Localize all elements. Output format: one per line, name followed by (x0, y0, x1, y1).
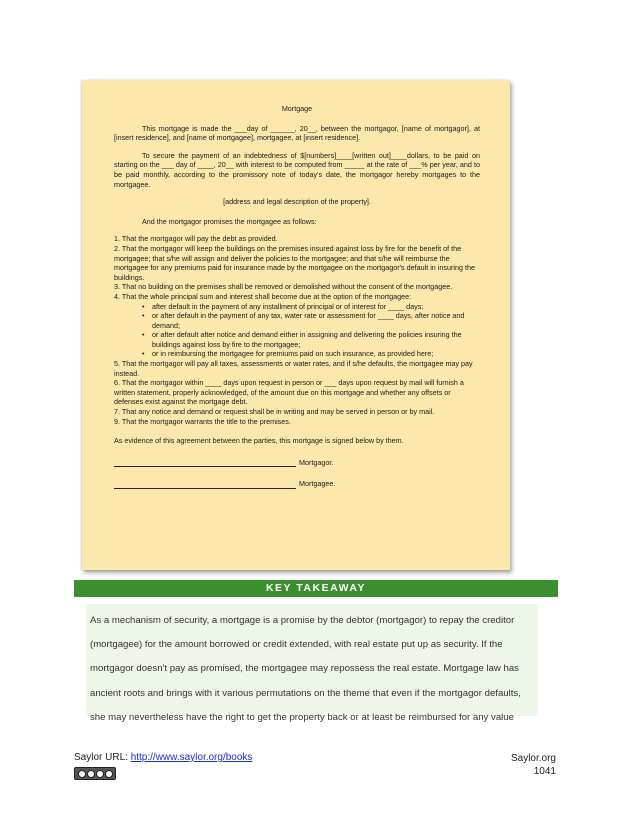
footer-url-label: Saylor URL: (74, 752, 131, 763)
footer-page-info (511, 752, 556, 778)
clause-item (114, 292, 480, 359)
clause-item: 3. That no building on the premises shall be removed or demolished without the consent of the mortgagee. (114, 282, 453, 292)
signature-rule (114, 488, 296, 489)
bullet-item: • or after default in the payment of any tax, water rate or assessment for ____ days, after notice and demand; (142, 311, 480, 330)
signature-rule (114, 466, 296, 467)
clause-item: 1. That the mortgagor will pay the debt as provided. (114, 234, 278, 244)
signature-line-mortgagor (114, 458, 480, 468)
key-takeaway-heading: KEY TAKEAWAY (74, 580, 558, 597)
signature-line-mortgagee (114, 479, 480, 489)
clause-item: 5. That the mortgagor will pay all taxes, assessments or water rates, and if s/he defaults, the mortgagee may pay instead. (114, 359, 473, 378)
default-bullet-list (142, 302, 480, 360)
clause-list (114, 234, 480, 426)
footer-site: Saylor.org (510, 753, 556, 764)
key-takeaway-box (86, 604, 538, 723)
form-promise: And the mortgagor promises the mortgagee as follows: (142, 216, 317, 226)
cc-nc-icon (96, 770, 104, 778)
form-evidence: As evidence of this agreement between the parties, this mortgage is signed below by them. (114, 436, 404, 446)
key-takeaway-text: As a mechanism of security, a mortgage is a promise by the debtor (mortgagor) to repay the creditor (mortgagee) for the amount borrowed or credit extended, with real estate put up as security. If the mortgagor doesn't pay as promised, the mortgagee may repossess the real estate. Mortgage law has ancient roots and brings with it various permutations on the theme that even if the mortgagor defaults, she may nevertheless have the right to get the property back or at least be reimbursed for any value (90, 615, 521, 723)
cc-by-icon (87, 770, 95, 778)
bullet-item: • after default in the payment of any installment of principal or of interest for ____ days; (142, 302, 480, 312)
signature-label: Mortgagor. (299, 457, 334, 467)
clause-item: 6. That the mortgagor within ____ days upon request in person or ___ days upon request by mail will furnish a written statement, properly acknowledged, of the amount due on this mortgage and whether any offsets or defenses exist against the mortgage debt. (114, 378, 464, 407)
form-paragraph-indebtedness: To secure the payment of an indebtedness of $[numbers]____[written out]____dollars, to be paid on starting on the ___ day of ____, 20__ with interest to be computed from _____ at the rate of ___% per year, and to be paid monthly, according to the promissory note of today's date, the mortgagor hereby mortgages to the mortgagee. (114, 150, 480, 189)
footer-url-link[interactable]: http://www.saylor.org/books (130, 752, 253, 763)
form-address: [address and legal description of the property]. (223, 197, 371, 207)
footer-source (74, 752, 252, 764)
signature-label: Mortgagee. (299, 479, 336, 489)
mortgage-form-image (82, 80, 510, 570)
clause-item: 2. That the mortgagor will keep the buildings on the premises insured against loss by fire for the benefit of the mortgagee; that s/he will assign and deliver the policies to the mortgagee; and that s/he will reimburse the mortgagee for any premiums paid for insurance made by the mortgagee on the mortgagor's default in insuring the buildings. (114, 243, 475, 282)
cc-circle-icon (78, 770, 86, 778)
page-number: 1041 (533, 766, 556, 777)
form-title: Mortgage (281, 104, 313, 113)
clause-item: 9. That the mortgagor warrants the title to the premises. (114, 416, 291, 426)
form-paragraph-parties: This mortgage is made the ___day of ______, 20__, between the mortgagor, [name of mortgagor], at [insert residence], and [name of mortgagee], mortgagee, at [insert residence]. (114, 123, 480, 143)
clause-item: 7. That any notice and demand or request shall be in writing and may be served in person or by mail. (114, 407, 435, 417)
cc-sa-icon (105, 770, 113, 778)
creative-commons-icon (74, 767, 116, 780)
bullet-item: • or after default after notice and demand either in assigning and delivering the policies insuring the buildings against loss by fire to the mortgagee; (142, 330, 480, 349)
bullet-item: • or in reimbursing the mortgagee for premiums paid on such insurance, as provided here; (142, 349, 480, 359)
clause-text: 4. That the whole principal sum and interest shall become due at the option of the mortgagee: (114, 291, 412, 301)
